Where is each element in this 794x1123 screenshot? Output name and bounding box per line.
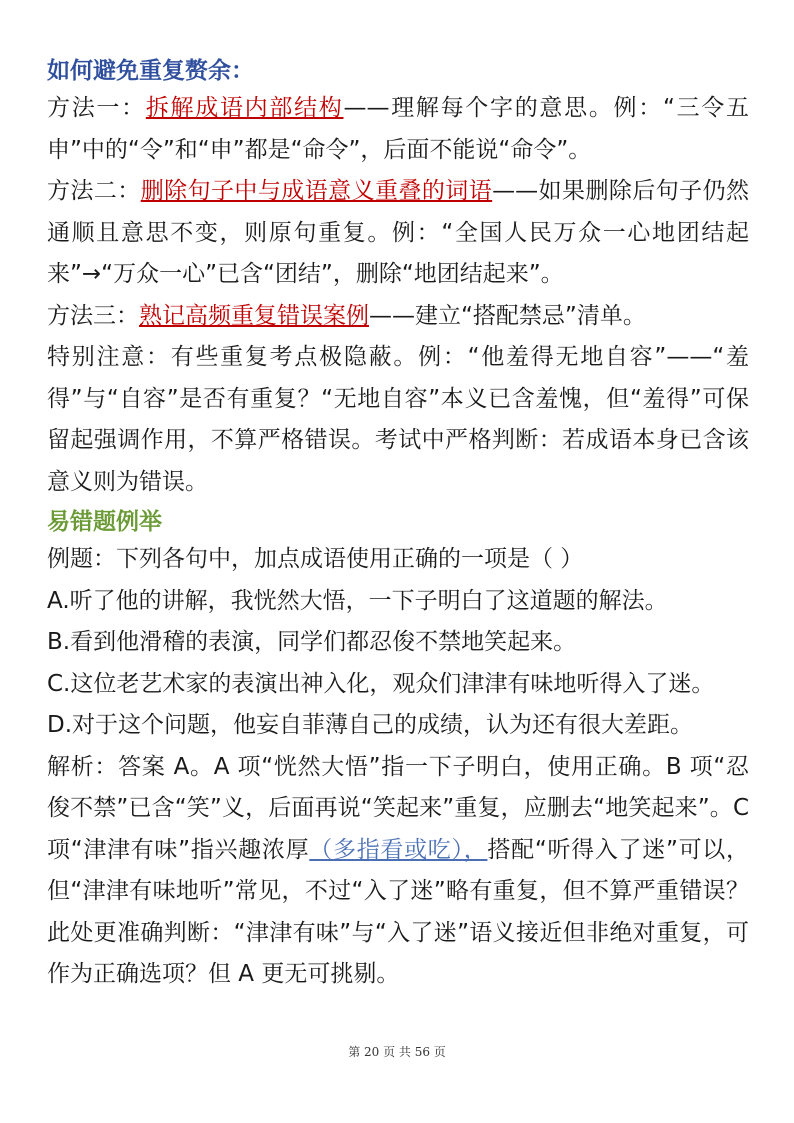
section-heading-avoid-redundancy: 如何避免重复赘余：: [47, 58, 254, 84]
example-question: 例题：下列各句中，加点成语使用正确的一项是（ ）: [47, 546, 584, 572]
method-one-highlight: 拆解成语内部结构: [145, 95, 344, 121]
method-two-highlight: 删除句子中与成语意义重叠的词语: [140, 178, 493, 204]
method-three-text: ——建立“搭配禁忌”清单。: [369, 302, 646, 329]
option-b: B.看到他滑稽的表演，同学们都忍俊不禁地笑起来。: [47, 629, 577, 655]
method-one-text: ——理解每个字的意思。例：“三令五申”中的“令”和“申”都是“命令”，后面不能说“命令”。: [47, 95, 749, 163]
method-one-prefix: 方法一：: [47, 95, 146, 121]
analysis-paragraph: [47, 747, 749, 996]
analysis-part-two: 搭配“听得入了迷”可以，但“津津有味地听”常见，不过“入了迷”略有重复，但不算严重错误？此处更准确判断：“津津有味”与“入了迷”语义接近但非绝对重复，可作为正确选项？但 A 更无可挑剔。: [47, 836, 749, 987]
method-two-text: ——如果删除后句子仍然通顺且意思不变，则原句重复。例：“全国人民万众一心地团结起来”→“万众一心”已含“团结”，删除“地团结起来”。: [47, 178, 750, 287]
option-c: C.这位老艺术家的表演出神入化，观众们津津有味地听得入了迷。: [47, 670, 715, 697]
method-three-prefix: 方法三：: [47, 302, 139, 329]
section-heading-error-examples: 易错题例举: [47, 509, 162, 535]
page-content: [47, 54, 749, 996]
option-d: D.对于这个问题，他妄自菲薄自己的成绩，认为还有很大差距。: [47, 712, 694, 738]
option-a: A.听了他的讲解，我恍然大悟，一下子明白了这道题的解法。: [47, 587, 668, 614]
special-note-paragraph: 特别注意：有些重复考点极隐蔽。例：“他羞得无地自容”——“羞得”与“自容”是否有重复？“无地自容”本义已含羞愧，但“羞得”可保留起强调作用，不算严格错误。考试中严格判断：若成语本身已含该意义则为错误。: [47, 344, 749, 495]
analysis-highlight: （多指看或吃），: [309, 836, 488, 863]
method-three-paragraph: [47, 296, 749, 338]
method-three-highlight: 熟记高频重复错误案例: [139, 302, 369, 329]
analysis-part-one: 解析：答案 A。A 项“恍然大悟”指一下子明白，使用正确。B 项“忍俊不禁”已含“笑”义，后面再说“笑起来”重复，应删去“地笑起来”。C 项“津津有味”指兴趣浓厚: [47, 753, 749, 863]
method-two-prefix: 方法二：: [47, 178, 141, 204]
method-one-paragraph: [47, 88, 749, 171]
method-two-paragraph: [47, 171, 749, 296]
page-number-footer: 第 20 页 共 56 页: [348, 1045, 446, 1059]
